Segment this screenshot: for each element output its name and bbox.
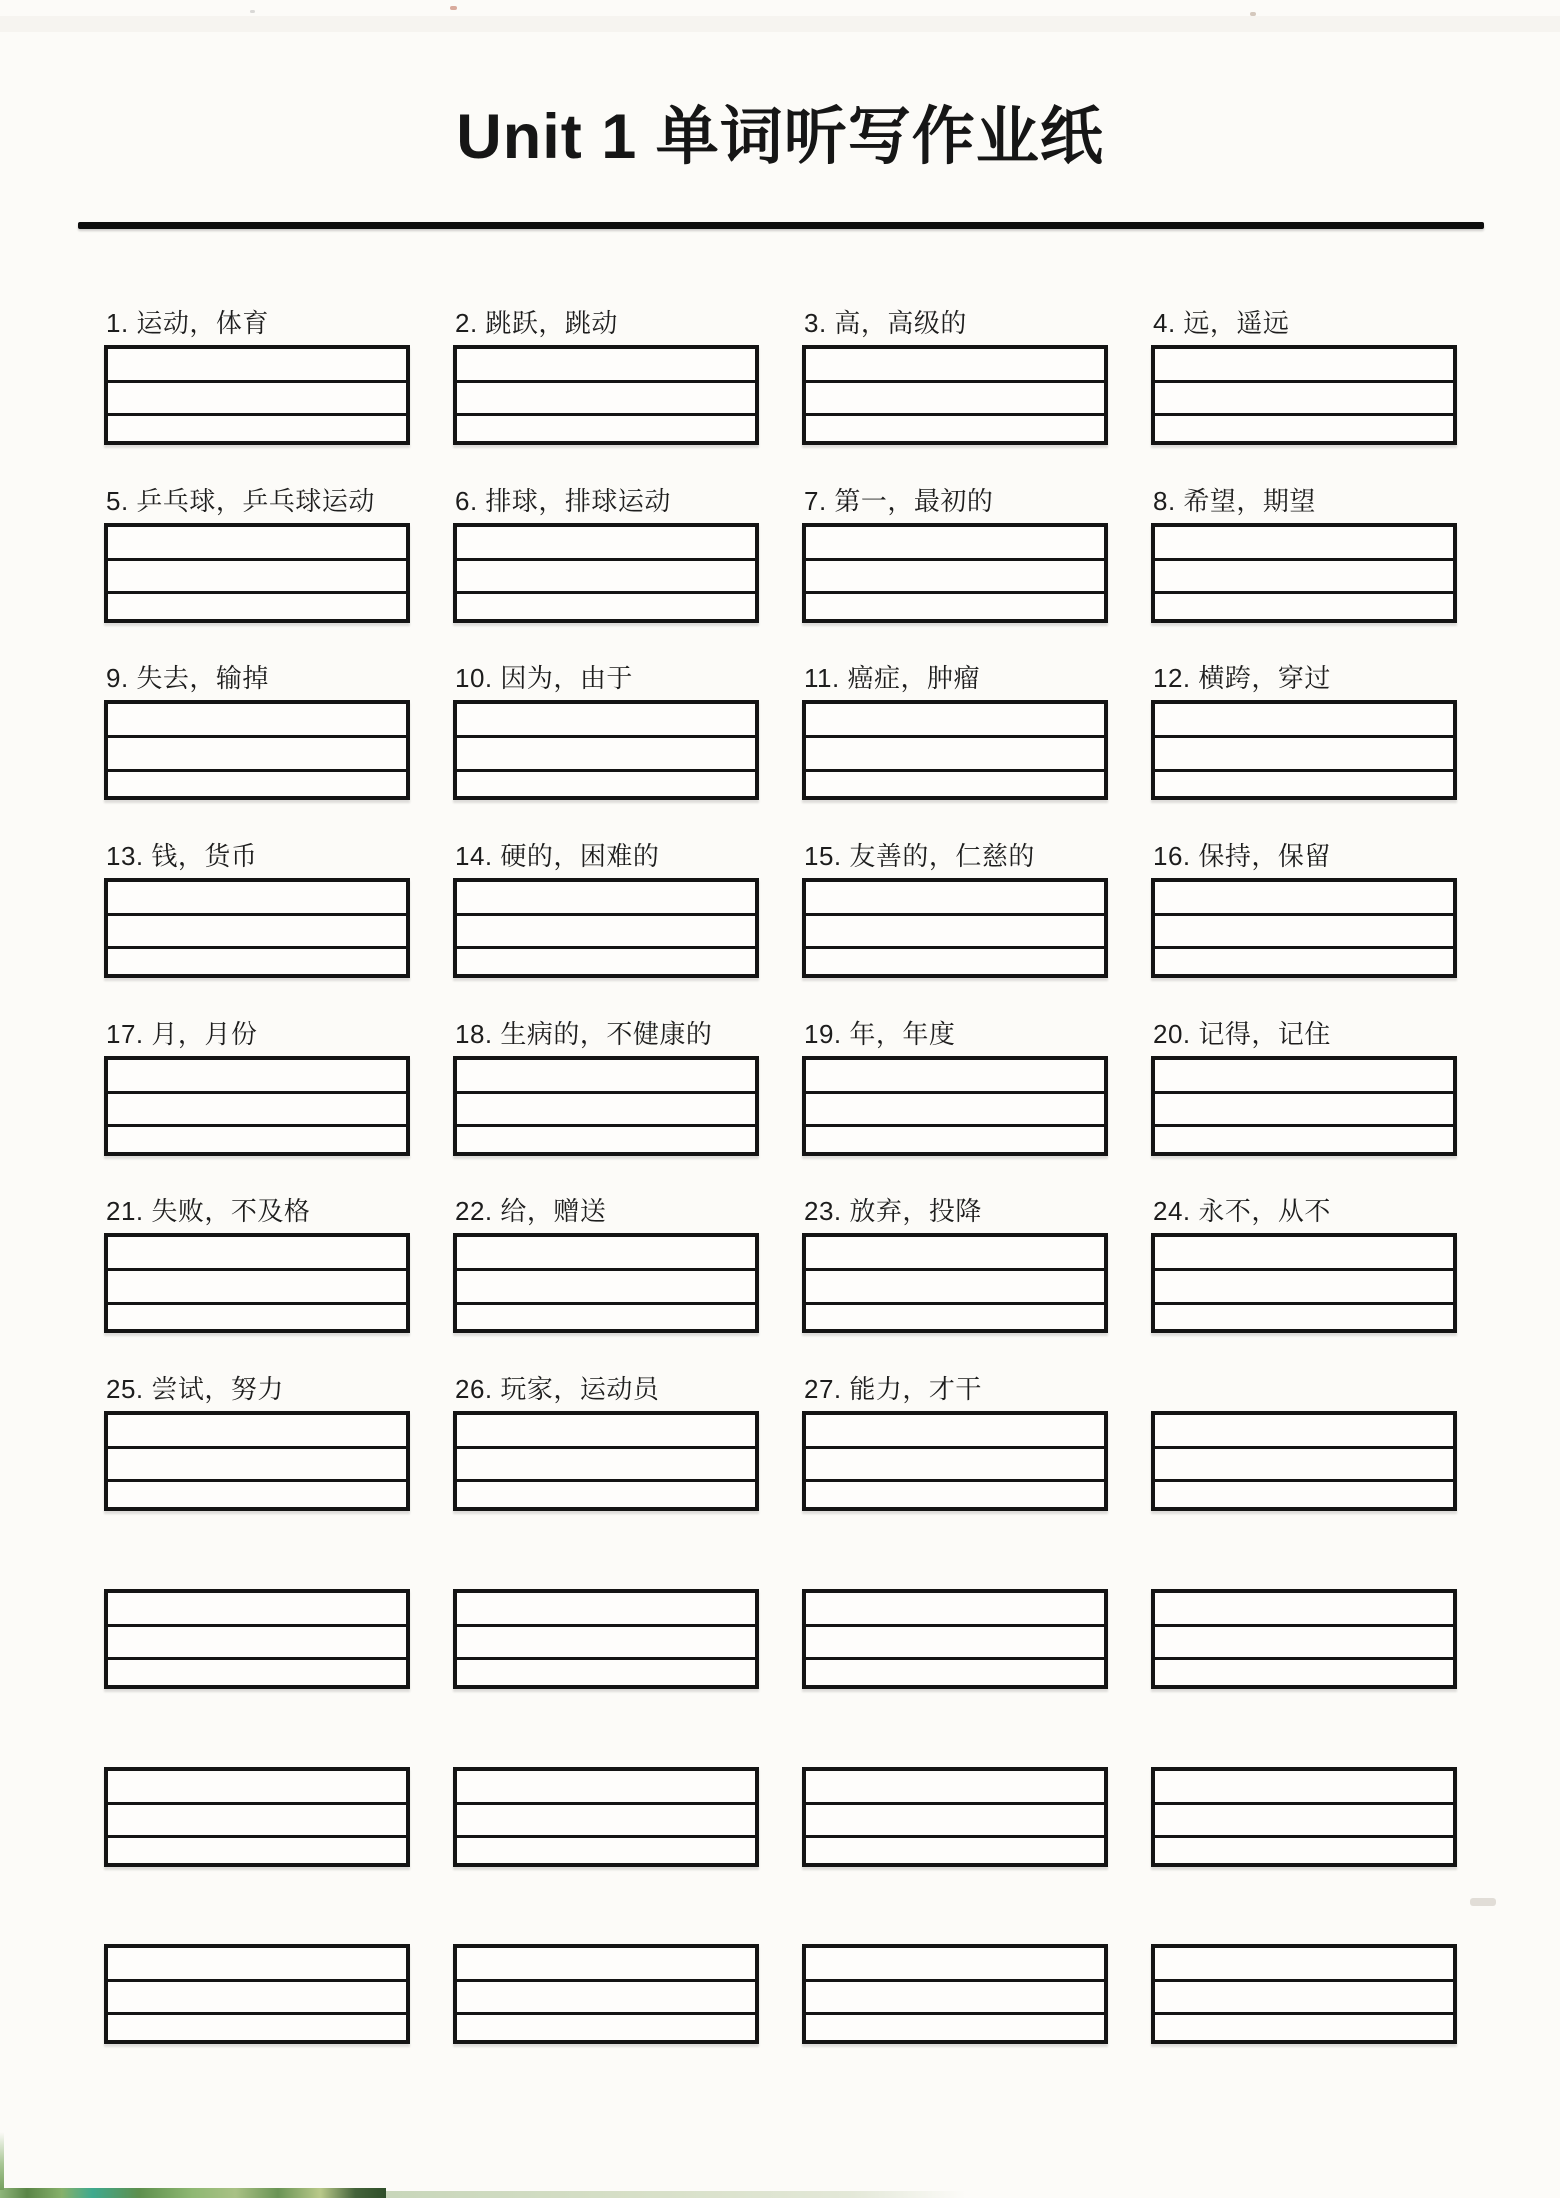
word-prompt: 1. 运动，体育	[106, 308, 269, 338]
writing-line	[1155, 1305, 1453, 1330]
writing-line	[457, 1805, 755, 1838]
writing-line	[1155, 882, 1453, 916]
word-prompt: 9. 失去，输掉	[106, 663, 269, 694]
writing-line	[457, 704, 755, 738]
writing-box	[453, 1767, 759, 1867]
word-prompt: 16. 保持，保留	[1153, 841, 1331, 872]
writing-line	[457, 1627, 755, 1660]
writing-box	[802, 1233, 1108, 1333]
writing-line	[108, 738, 406, 771]
word-cell	[802, 303, 1108, 481]
writing-box	[104, 1056, 410, 1156]
writing-line	[108, 916, 406, 949]
writing-line	[457, 1838, 755, 1863]
writing-line	[1155, 383, 1453, 416]
writing-line	[457, 1415, 755, 1449]
blank-cell	[1151, 1902, 1457, 2080]
writing-box	[802, 700, 1108, 800]
writing-line	[1155, 1982, 1453, 2015]
writing-line	[1155, 1593, 1453, 1627]
writing-line	[108, 1449, 406, 1482]
writing-line	[457, 1982, 755, 2015]
writing-line	[806, 527, 1104, 561]
word-prompt: 6. 排球，排球运动	[455, 485, 671, 516]
writing-line	[108, 1060, 406, 1094]
writing-line	[108, 1482, 406, 1507]
writing-box	[802, 1056, 1108, 1156]
writing-line	[806, 1094, 1104, 1127]
writing-line	[806, 1271, 1104, 1304]
word-prompt: 10. 因为，由于	[455, 663, 633, 694]
page-title: Unit 1 单词听写作业纸	[456, 102, 1104, 172]
word-prompt: 3. 高，高级的	[804, 308, 967, 338]
writing-box	[802, 1589, 1108, 1689]
word-prompt: 23. 放弃，投降	[804, 1196, 982, 1227]
word-prompt: 7. 第一，最初的	[804, 485, 994, 516]
word-cell	[453, 1369, 759, 1547]
word-prompt: 20. 记得，记住	[1153, 1018, 1331, 1049]
writing-line	[806, 383, 1104, 416]
word-prompt: 13. 钱，货币	[106, 841, 258, 872]
word-prompt: 4. 远，遥远	[1153, 308, 1290, 338]
writing-line	[108, 1805, 406, 1838]
word-cell	[104, 1369, 410, 1547]
writing-line	[1155, 1948, 1453, 1982]
writing-line	[806, 1771, 1104, 1805]
writing-box	[104, 1233, 410, 1333]
word-cell	[802, 1014, 1108, 1192]
word-cell	[453, 836, 759, 1014]
blank-cell	[802, 1547, 1108, 1725]
writing-line	[806, 1449, 1104, 1482]
writing-line	[457, 594, 755, 619]
word-prompt: 12. 横跨，穿过	[1153, 663, 1331, 694]
word-prompt: 24. 永不，从不	[1153, 1196, 1331, 1227]
writing-line	[108, 2015, 406, 2040]
writing-line	[108, 1237, 406, 1271]
writing-line	[806, 772, 1104, 797]
writing-line	[806, 949, 1104, 974]
writing-box	[104, 1944, 410, 2044]
word-cell	[453, 1191, 759, 1369]
writing-line	[1155, 1094, 1453, 1127]
writing-line	[1155, 1660, 1453, 1685]
word-cell	[104, 303, 410, 481]
word-cell	[802, 658, 1108, 836]
word-prompt: 19. 年，年度	[804, 1018, 956, 1049]
word-cell	[1151, 658, 1457, 836]
writing-line	[1155, 1060, 1453, 1094]
writing-line	[806, 1805, 1104, 1838]
writing-line	[108, 1982, 406, 2015]
blank-cell	[104, 1725, 410, 1903]
word-cell	[1151, 836, 1457, 1014]
writing-line	[108, 527, 406, 561]
writing-line	[457, 1449, 755, 1482]
word-prompt: 15. 友善的，仁慈的	[804, 841, 1035, 872]
blank-cell	[104, 1547, 410, 1725]
writing-line	[457, 772, 755, 797]
writing-box	[104, 878, 410, 978]
writing-line	[806, 882, 1104, 916]
writing-box	[1151, 523, 1457, 623]
writing-line	[806, 561, 1104, 594]
writing-line	[457, 416, 755, 441]
writing-line	[457, 1060, 755, 1094]
writing-line	[806, 594, 1104, 619]
writing-box	[802, 1767, 1108, 1867]
writing-line	[457, 882, 755, 916]
writing-line	[108, 1094, 406, 1127]
writing-box	[453, 1056, 759, 1156]
writing-line	[457, 1271, 755, 1304]
writing-line	[108, 594, 406, 619]
writing-line	[108, 1838, 406, 1863]
writing-line	[108, 1271, 406, 1304]
writing-line	[1155, 594, 1453, 619]
writing-line	[108, 1771, 406, 1805]
writing-box	[802, 345, 1108, 445]
writing-line	[108, 1660, 406, 1685]
word-cell	[802, 836, 1108, 1014]
word-cell	[1151, 1014, 1457, 1192]
blank-cell	[1151, 1725, 1457, 1903]
writing-box	[1151, 878, 1457, 978]
blank-cell	[802, 1902, 1108, 2080]
word-prompt: 8. 希望，期望	[1153, 485, 1316, 516]
writing-line	[806, 916, 1104, 949]
writing-box	[453, 878, 759, 978]
photo-edge-grass-faint	[386, 2191, 966, 2198]
writing-box	[104, 700, 410, 800]
writing-line	[1155, 561, 1453, 594]
writing-line	[457, 527, 755, 561]
writing-line	[806, 1593, 1104, 1627]
writing-line	[806, 1127, 1104, 1152]
writing-line	[1155, 416, 1453, 441]
writing-line	[806, 1948, 1104, 1982]
writing-line	[1155, 1271, 1453, 1304]
writing-line	[108, 349, 406, 383]
writing-line	[806, 738, 1104, 771]
writing-line	[806, 2015, 1104, 2040]
blank-cell	[802, 1725, 1108, 1903]
dictation-grid	[104, 303, 1457, 2080]
word-prompt: 11. 癌症，肿瘤	[804, 663, 980, 694]
writing-line	[806, 416, 1104, 441]
writing-line	[806, 1627, 1104, 1660]
word-prompt: 18. 生病的，不健康的	[455, 1018, 713, 1049]
writing-line	[457, 561, 755, 594]
writing-box	[453, 1233, 759, 1333]
writing-box	[802, 1411, 1108, 1511]
writing-line	[1155, 1449, 1453, 1482]
word-prompt: 26. 玩家，运动员	[455, 1374, 660, 1405]
writing-line	[108, 1948, 406, 1982]
writing-line	[108, 1305, 406, 1330]
writing-box	[1151, 1233, 1457, 1333]
writing-box	[1151, 700, 1457, 800]
word-prompt: 2. 跳跃，跳动	[455, 308, 618, 338]
writing-line	[457, 1305, 755, 1330]
writing-line	[457, 1593, 755, 1627]
word-cell	[453, 481, 759, 659]
writing-line	[1155, 1237, 1453, 1271]
blank-cell	[104, 1902, 410, 2080]
writing-line	[806, 1415, 1104, 1449]
writing-line	[1155, 738, 1453, 771]
word-cell	[453, 658, 759, 836]
writing-line	[457, 949, 755, 974]
writing-box	[1151, 1589, 1457, 1689]
writing-line	[1155, 772, 1453, 797]
scan-smudge	[1470, 1898, 1496, 1906]
word-cell	[802, 1191, 1108, 1369]
writing-line	[108, 1415, 406, 1449]
word-cell	[104, 1014, 410, 1192]
writing-line	[1155, 704, 1453, 738]
writing-line	[108, 1127, 406, 1152]
writing-line	[1155, 1415, 1453, 1449]
writing-line	[457, 1948, 755, 1982]
word-cell	[453, 303, 759, 481]
writing-line	[1155, 1771, 1453, 1805]
writing-line	[806, 1838, 1104, 1863]
writing-box	[1151, 1944, 1457, 2044]
writing-line	[108, 949, 406, 974]
writing-line	[457, 1094, 755, 1127]
word-cell	[802, 1369, 1108, 1547]
writing-line	[457, 383, 755, 416]
writing-box	[1151, 1056, 1457, 1156]
writing-box	[104, 523, 410, 623]
writing-box	[802, 878, 1108, 978]
word-prompt: 14. 硬的，困难的	[455, 841, 660, 872]
writing-line	[108, 383, 406, 416]
word-prompt: 22. 给，赠送	[455, 1196, 607, 1227]
writing-box	[453, 345, 759, 445]
writing-line	[108, 1627, 406, 1660]
writing-line	[1155, 1805, 1453, 1838]
writing-box	[1151, 345, 1457, 445]
word-cell	[104, 481, 410, 659]
word-cell	[104, 1191, 410, 1369]
blank-cell	[453, 1725, 759, 1903]
writing-box	[802, 1944, 1108, 2044]
word-cell	[453, 1014, 759, 1192]
word-cell	[104, 658, 410, 836]
writing-line	[457, 916, 755, 949]
writing-line	[1155, 949, 1453, 974]
writing-box	[453, 523, 759, 623]
blank-cell	[1151, 1547, 1457, 1725]
writing-box	[453, 1944, 759, 2044]
blank-cell	[453, 1902, 759, 2080]
writing-line	[1155, 349, 1453, 383]
writing-box	[453, 700, 759, 800]
writing-line	[457, 1482, 755, 1507]
word-cell	[1151, 481, 1457, 659]
writing-line	[806, 1060, 1104, 1094]
writing-line	[1155, 1482, 1453, 1507]
writing-line	[457, 1237, 755, 1271]
writing-box	[802, 523, 1108, 623]
writing-line	[806, 704, 1104, 738]
writing-line	[1155, 527, 1453, 561]
writing-line	[806, 1660, 1104, 1685]
writing-line	[108, 1593, 406, 1627]
photo-edge-grass-strip	[0, 2188, 386, 2198]
writing-line	[1155, 916, 1453, 949]
writing-line	[457, 1771, 755, 1805]
writing-line	[1155, 2015, 1453, 2040]
writing-line	[806, 1305, 1104, 1330]
writing-line	[806, 349, 1104, 383]
writing-line	[457, 738, 755, 771]
scan-speck	[1250, 12, 1256, 16]
writing-box	[104, 1767, 410, 1867]
writing-line	[457, 1660, 755, 1685]
word-cell	[1151, 303, 1457, 481]
writing-line	[457, 1127, 755, 1152]
word-prompt: 21. 失败，不及格	[106, 1196, 311, 1227]
writing-line	[1155, 1838, 1453, 1863]
writing-box	[1151, 1767, 1457, 1867]
writing-line	[108, 416, 406, 441]
writing-box	[453, 1589, 759, 1689]
writing-line	[1155, 1627, 1453, 1660]
word-prompt: 5. 乒乓球，乒乓球运动	[106, 485, 375, 516]
word-prompt: 17. 月，月份	[106, 1018, 258, 1049]
writing-line	[108, 882, 406, 916]
writing-line	[1155, 1127, 1453, 1152]
writing-line	[108, 561, 406, 594]
writing-line	[108, 704, 406, 738]
writing-box	[104, 1411, 410, 1511]
word-cell	[802, 481, 1108, 659]
word-prompt: 25. 尝试，努力	[106, 1374, 284, 1405]
word-cell	[1151, 1191, 1457, 1369]
title-divider-rule	[78, 222, 1484, 229]
word-prompt: 27. 能力，才干	[804, 1374, 982, 1405]
writing-box	[1151, 1411, 1457, 1511]
photo-edge-left-sliver	[0, 2132, 4, 2190]
writing-line	[108, 772, 406, 797]
writing-box	[104, 1589, 410, 1689]
writing-line	[806, 1482, 1104, 1507]
writing-line	[457, 349, 755, 383]
writing-box	[104, 345, 410, 445]
writing-line	[806, 1982, 1104, 2015]
writing-line	[457, 2015, 755, 2040]
blank-cell	[453, 1547, 759, 1725]
writing-box	[453, 1411, 759, 1511]
scan-speck	[250, 10, 255, 13]
word-cell	[104, 836, 410, 1014]
blank-cell	[1151, 1369, 1457, 1547]
scan-artifact-top	[0, 16, 1560, 32]
scan-speck	[450, 6, 457, 10]
writing-line	[806, 1237, 1104, 1271]
